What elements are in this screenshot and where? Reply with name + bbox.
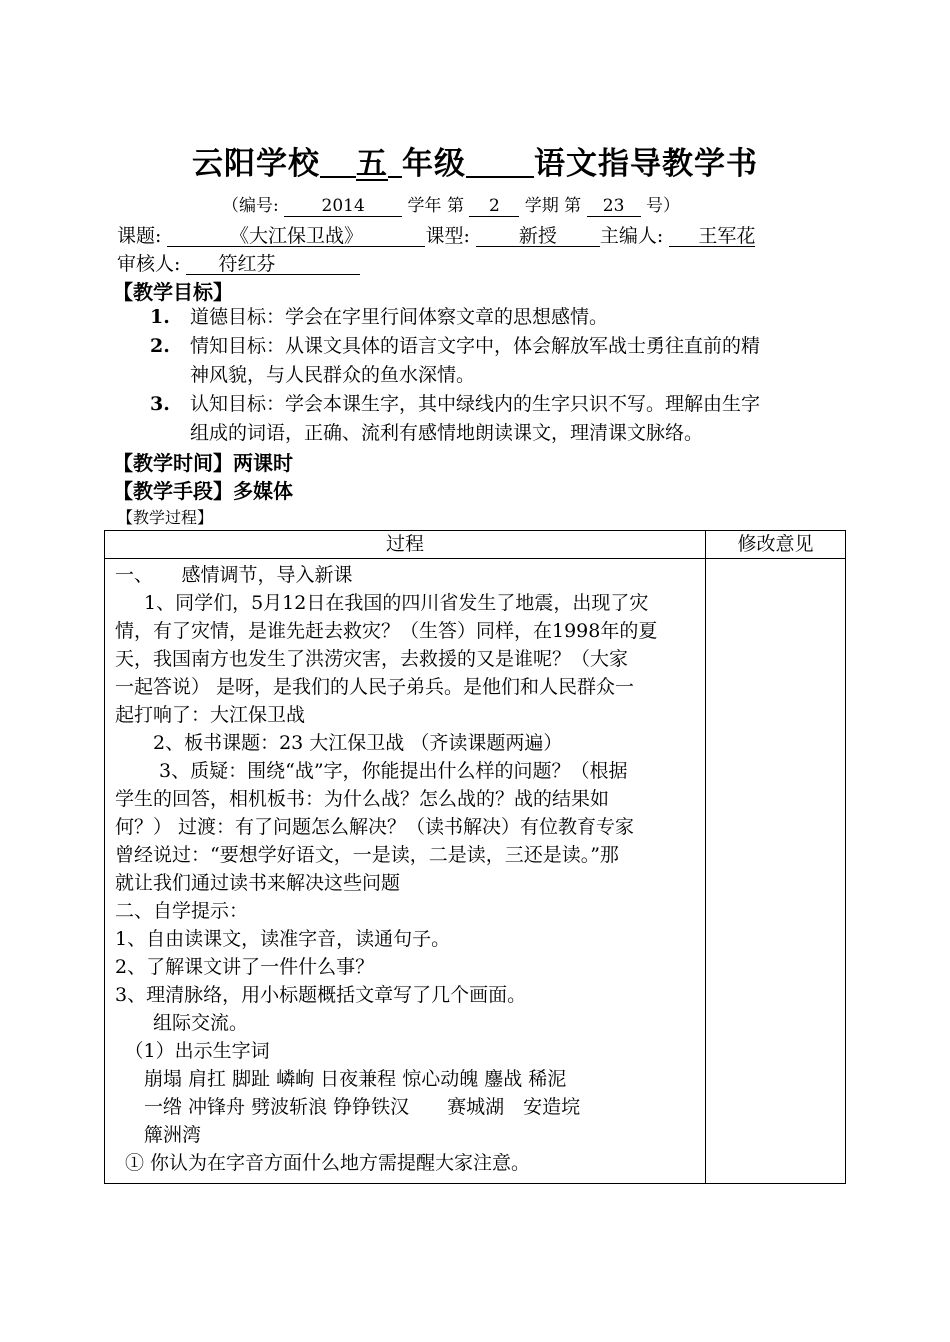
- process-line: 情，有了灾情，是谁先赶去救灾？（生答）同样，在1998年的夏: [115, 620, 658, 642]
- process-line: 2、了解课文讲了一件什么事？: [115, 956, 375, 978]
- process-line: 1、同学们，5月12日在我国的四川省发生了地震，出现了灾: [125, 592, 649, 614]
- goal-number: 3.: [150, 393, 170, 415]
- title-blank: [388, 150, 402, 178]
- column-header-process: 过程: [105, 531, 706, 559]
- meta-label: 号）: [645, 196, 680, 216]
- process-cell: [105, 559, 706, 1184]
- process-line: 学生的回答，相机板书：为什么战？怎么战的？战的结果如: [115, 788, 610, 810]
- process-line: 天，我国南方也发生了洪涝灾害，去救援的又是谁呢？（大家: [115, 648, 629, 670]
- goal-item: [150, 332, 840, 361]
- table-header-row: [105, 531, 846, 559]
- goal-item: [150, 303, 840, 332]
- process-line: （1）出示生字词: [115, 1040, 270, 1062]
- comments-cell: [706, 559, 846, 1184]
- process-line: 起打响了：大江保卫战: [115, 704, 306, 726]
- title-blank: [320, 150, 356, 178]
- process-line: 1、自由读课文，读准字音，读通句子。: [115, 928, 451, 950]
- process-line: 就让我们通过读书来解决这些问题: [115, 872, 401, 894]
- process-line: 一起答说） 是呀，是我们的人民子弟兵。是他们和人民群众一: [115, 676, 635, 698]
- reviewer-label: 审核人:: [117, 253, 181, 275]
- goal-item: [150, 390, 840, 419]
- goal-text: 认知目标：学会本课生字，其中绿线内的生字只识不写。理解由生字: [190, 393, 761, 415]
- process-line: 组际交流。: [115, 1012, 249, 1034]
- time-heading: 【教学时间】两课时: [113, 451, 293, 475]
- process-line: ① 你认为在字音方面什么地方需提醒大家注意。: [125, 1152, 531, 1174]
- column-header-comments: 修改意见: [706, 531, 846, 559]
- process-line: 3、理清脉络，用小标题概括文章写了几个画面。: [115, 984, 527, 1006]
- reviewer-value: [186, 254, 360, 275]
- process-line: 何？） 过渡：有了问题怎么解决？（读书解决）有位教育专家: [115, 816, 635, 838]
- process-line: 簰洲湾: [125, 1124, 202, 1146]
- year-value: 2014: [284, 196, 402, 217]
- goal-text: 道德目标：学会在字里行间体察文章的思想感情。: [190, 306, 609, 328]
- topic-line: [117, 221, 755, 248]
- school-name: 云阳学校: [192, 146, 320, 182]
- goal-number: 1.: [150, 306, 170, 328]
- grade-suffix: 年级: [402, 146, 466, 182]
- topic-value: 《大江保卫战》: [167, 226, 425, 247]
- process-label: 【教学过程】: [117, 508, 214, 527]
- document-title: [0, 138, 950, 183]
- process-table: [104, 530, 846, 1184]
- meta-label: 学年 第: [407, 196, 464, 216]
- process-line: 曾经说过：“要想学好语文，一是读，二是读，三还是读。”那: [115, 844, 619, 866]
- process-line: 崩塌 肩扛 脚趾 嶙峋 日夜兼程 惊心动魄 鏖战 稀泥: [125, 1068, 567, 1090]
- subject-title: 语文指导教学书: [534, 146, 758, 182]
- goal-text-cont: 神风貌，与人民群众的鱼水深情。: [190, 364, 476, 386]
- meta-label: （编号:: [222, 196, 279, 216]
- meta-label: 学期 第: [524, 196, 582, 216]
- topic-label: 课题:: [117, 225, 162, 247]
- goals-heading: 【教学目标】: [113, 280, 233, 304]
- editor-value: 王军花: [669, 226, 755, 247]
- term-value: 2: [469, 196, 519, 217]
- title-blank: [466, 150, 534, 178]
- document-meta: [222, 191, 680, 217]
- goal-text: 情知目标：从课文具体的语言文字中，体会解放军战士勇往直前的精: [190, 335, 761, 357]
- reviewer-name: 符红芬: [218, 253, 276, 275]
- process-line: 一、 感情调节，导入新课: [115, 564, 353, 586]
- grade-value: 五: [356, 146, 388, 182]
- process-line: 一绺 冲锋舟 劈波斩浪 铮铮铁汉 赛城湖 安造垸: [125, 1096, 581, 1118]
- process-line: 3、质疑：围绕“战”字，你能提出什么样的问题？（根据: [115, 760, 628, 782]
- reviewer-line: [117, 249, 360, 276]
- means-heading: 【教学手段】多媒体: [113, 479, 293, 503]
- type-label: 课型:: [425, 225, 470, 247]
- process-line: 二、自学提示：: [115, 900, 249, 922]
- number-value: 23: [587, 196, 641, 217]
- editor-label: 主编人:: [599, 225, 664, 247]
- goals-list: [150, 303, 840, 448]
- goal-text-cont: 组成的词语，正确、流利有感情地朗读课文，理清课文脉络。: [190, 422, 704, 444]
- process-line: 2、板书课题：23 大江保卫战 （齐读课题两遍）: [115, 732, 563, 754]
- type-value: 新授: [476, 226, 600, 247]
- goal-number: 2.: [150, 335, 170, 357]
- table-body-row: [105, 559, 846, 1184]
